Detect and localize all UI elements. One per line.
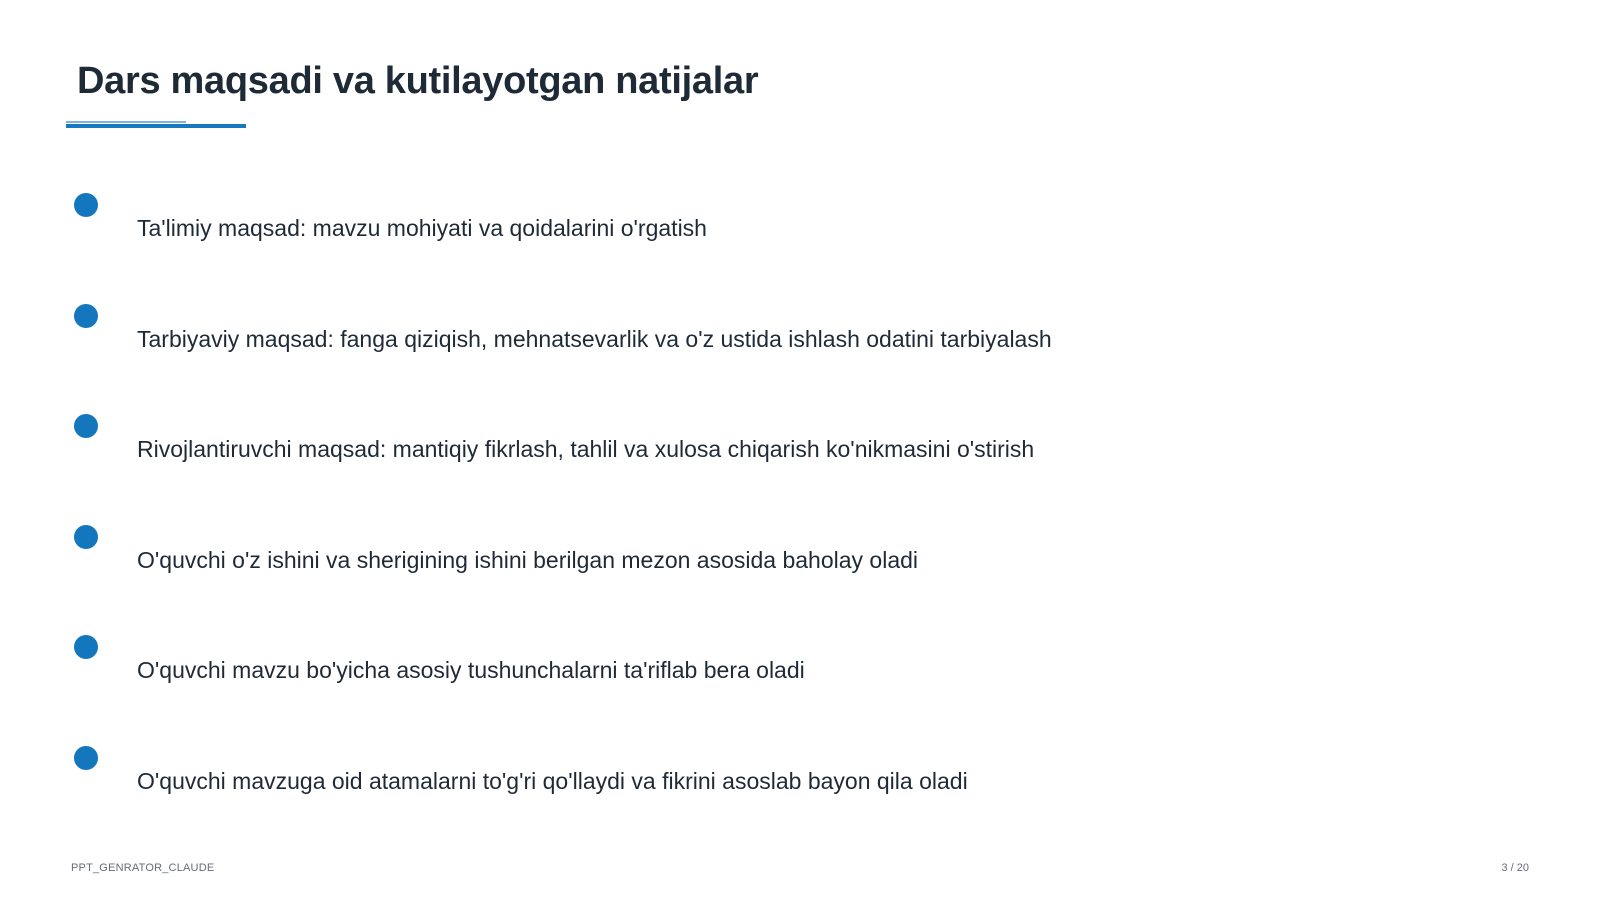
footer-source-label: PPT_GENRATOR_CLAUDE [71, 862, 215, 874]
bullet-item [74, 746, 1374, 806]
bullet-dot-icon [74, 304, 98, 328]
bullet-dot-icon [74, 414, 98, 438]
bullet-dot-icon [74, 635, 98, 659]
bullet-item [74, 304, 1374, 364]
bullet-item [74, 193, 1374, 253]
bullet-text: O'quvchi mavzuga oid atamalarni to'g'ri qo'llaydi va fikrini asoslab bayon qila oladi [137, 768, 968, 794]
bullet-text: Rivojlantiruvchi maqsad: mantiqiy fikrlash, tahlil va xulosa chiqarish ko'nikmasini o'stirish [137, 436, 1035, 462]
bullet-dot-icon [74, 525, 98, 549]
bullet-text: O'quvchi o'z ishini va sherigining ishini berilgan mezon asosida baholay oladi [137, 547, 919, 573]
bullet-dot-icon [74, 746, 98, 770]
bullet-item [74, 525, 1374, 585]
bullet-item [74, 414, 1374, 474]
bullet-text: Ta'limiy maqsad: mavzu mohiyati va qoidalarini o'rgatish [137, 215, 707, 241]
slide-title: Dars maqsadi va kutilayotgan natijalar [77, 60, 759, 102]
bullet-dot-icon [74, 193, 98, 217]
bullet-text: O'quvchi mavzu bo'yicha asosiy tushunchalarni ta'riflab bera oladi [137, 657, 805, 683]
bullet-item [74, 635, 1374, 695]
page-indicator: 3 / 20 [1501, 862, 1529, 874]
bullet-text: Tarbiyaviy maqsad: fanga qiziqish, mehnatsevarlik va o'z ustida ishlash odatini tarbiyalash [137, 326, 1052, 352]
